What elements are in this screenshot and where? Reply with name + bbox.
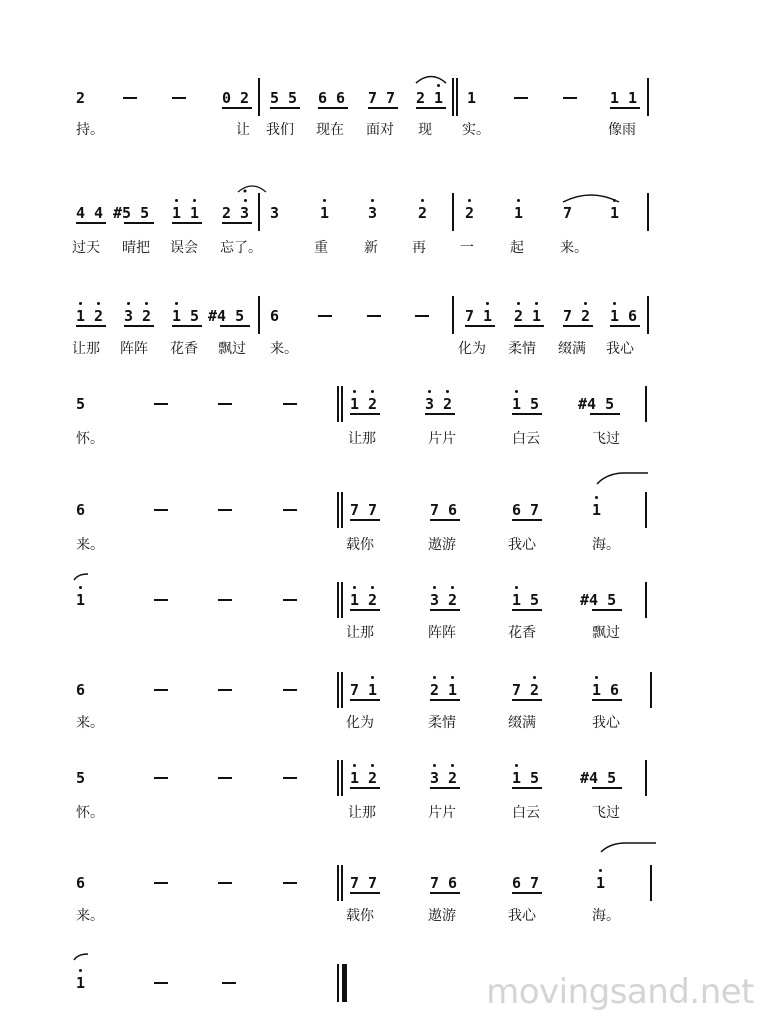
octave-dot — [145, 302, 148, 305]
underline — [172, 325, 202, 327]
note: 2 — [418, 204, 428, 222]
lyric: 重 — [314, 240, 328, 256]
octave-dot — [486, 302, 489, 305]
lyric: 阵阵 — [120, 341, 148, 357]
octave-dot — [371, 199, 374, 202]
note: 1 1 — [172, 204, 200, 222]
note: 5 5 — [270, 89, 298, 107]
note: 1 5 — [512, 591, 540, 609]
lyric: 现在 — [316, 122, 344, 138]
note: 1 2 — [350, 769, 378, 787]
octave-dot — [244, 199, 247, 202]
lyric: 柔情 — [428, 715, 456, 731]
lyric: 现 — [418, 122, 432, 138]
lyric: 来。 — [270, 341, 298, 357]
octave-dot — [79, 969, 82, 972]
barline — [452, 296, 454, 334]
lyric: 飘过 — [592, 625, 620, 641]
octave-dot — [451, 676, 454, 679]
note: 2 1 — [416, 89, 444, 107]
note: 1 5 — [512, 395, 540, 413]
dash-note — [154, 689, 168, 691]
octave-dot — [437, 84, 440, 87]
note: 1 — [514, 204, 524, 222]
underline — [220, 325, 250, 327]
underline — [512, 699, 542, 701]
barline — [645, 760, 647, 796]
dash-note — [154, 599, 168, 601]
tie-end — [72, 952, 90, 962]
underline — [350, 892, 380, 894]
note: 1 5 — [172, 307, 200, 325]
underline — [512, 609, 542, 611]
barline — [337, 672, 339, 708]
lyric: 怀。 — [76, 431, 104, 447]
lyric: 我心 — [606, 341, 634, 357]
note: 1 6 — [610, 307, 638, 325]
barline — [341, 865, 343, 901]
underline — [222, 222, 252, 224]
lyric: 海。 — [592, 537, 620, 553]
note: 1 6 — [592, 681, 620, 699]
lyric: 白云 — [512, 431, 540, 447]
barline — [341, 386, 343, 422]
note: 1 — [76, 974, 86, 992]
note: 3 — [368, 204, 378, 222]
note: 3 2 — [430, 591, 458, 609]
lyric: 晴把 — [122, 240, 150, 256]
lyric: 载你 — [346, 537, 374, 553]
underline — [465, 325, 495, 327]
underline — [514, 325, 544, 327]
underline — [430, 787, 460, 789]
note: 7 6 — [430, 874, 458, 892]
dash-note — [218, 509, 232, 511]
lyric: 来。 — [76, 537, 104, 553]
underline — [172, 222, 202, 224]
underline — [350, 699, 380, 701]
octave-dot — [613, 302, 616, 305]
final-barline-thick — [342, 964, 347, 1002]
dash-note — [154, 509, 168, 511]
dash-note — [514, 97, 528, 99]
dash-note — [367, 315, 381, 317]
lyric: 我心 — [508, 908, 536, 924]
underline — [430, 892, 460, 894]
lyric: 化为 — [346, 715, 374, 731]
octave-dot — [515, 390, 518, 393]
underline — [124, 222, 154, 224]
lyric: 怀。 — [76, 805, 104, 821]
note: 7 7 — [350, 874, 378, 892]
underline — [512, 787, 542, 789]
octave-dot — [515, 586, 518, 589]
underline — [592, 699, 622, 701]
dash-note — [218, 689, 232, 691]
octave-dot — [371, 390, 374, 393]
note: 2 — [76, 89, 86, 107]
lyric: 载你 — [346, 908, 374, 924]
lyric: 缀满 — [558, 341, 586, 357]
note: 0 2 — [222, 89, 250, 107]
lyric: 片片 — [428, 431, 456, 447]
lyric: 起 — [510, 240, 524, 256]
dash-note — [283, 882, 297, 884]
lyric: 我们 — [266, 122, 294, 138]
note: 6 — [76, 681, 86, 699]
note: 7 2 — [563, 307, 591, 325]
lyric: 我心 — [508, 537, 536, 553]
tie-line — [598, 840, 658, 854]
note: 6 7 — [512, 501, 540, 519]
lyric: 让 — [236, 122, 250, 138]
underline — [222, 107, 252, 109]
lyric: 来。 — [76, 715, 104, 731]
underline — [592, 609, 622, 611]
octave-dot — [433, 764, 436, 767]
dash-note — [154, 882, 168, 884]
barline — [341, 492, 343, 528]
lyric: 面对 — [366, 122, 394, 138]
dash-note — [563, 97, 577, 99]
octave-dot — [428, 390, 431, 393]
note: 7 1 — [350, 681, 378, 699]
note: #4 5 — [580, 591, 617, 609]
octave-dot — [97, 302, 100, 305]
octave-dot — [451, 764, 454, 767]
octave-dot — [517, 199, 520, 202]
barline — [647, 193, 649, 231]
lyric: 飞过 — [592, 805, 620, 821]
barline — [650, 865, 652, 901]
note: 6 — [270, 307, 280, 325]
note: #5 5 — [113, 204, 150, 222]
lyric: 缀满 — [508, 715, 536, 731]
final-barline-thin — [337, 964, 339, 1002]
lyric: 我心 — [592, 715, 620, 731]
dash-note — [283, 403, 297, 405]
octave-dot — [468, 199, 471, 202]
note: 2 1 — [514, 307, 542, 325]
octave-dot — [595, 676, 598, 679]
lyric: 误会 — [170, 240, 198, 256]
fermata-slur — [236, 178, 270, 194]
barline — [258, 193, 260, 231]
dash-note — [222, 982, 236, 984]
note: 3 2 — [430, 769, 458, 787]
octave-dot — [127, 302, 130, 305]
lyric: 飘过 — [218, 341, 246, 357]
underline — [350, 413, 380, 415]
dash-note — [218, 599, 232, 601]
octave-dot — [371, 676, 374, 679]
underline — [350, 609, 380, 611]
lyric: 让那 — [72, 341, 100, 357]
note: 7 7 — [350, 501, 378, 519]
octave-dot — [323, 199, 326, 202]
underline — [512, 892, 542, 894]
underline — [512, 413, 542, 415]
dash-note — [218, 777, 232, 779]
note: 1 1 — [610, 89, 638, 107]
underline — [425, 413, 455, 415]
note: 7 — [563, 204, 573, 222]
lyric: 阵阵 — [428, 625, 456, 641]
octave-dot — [79, 586, 82, 589]
barline — [341, 672, 343, 708]
octave-dot — [533, 676, 536, 679]
note: 6 — [76, 874, 86, 892]
lyric: 花香 — [170, 341, 198, 357]
note: #4 5 — [578, 395, 615, 413]
underline — [270, 107, 300, 109]
watermark: movingsand.net — [486, 972, 754, 1012]
lyric: 新 — [364, 240, 378, 256]
note: 1 5 — [512, 769, 540, 787]
underline — [76, 222, 106, 224]
barline — [645, 582, 647, 618]
lyric: 遨游 — [428, 908, 456, 924]
octave-dot — [535, 302, 538, 305]
dash-note — [283, 509, 297, 511]
underline — [350, 787, 380, 789]
octave-dot — [451, 586, 454, 589]
dash-note — [415, 315, 429, 317]
lyric: 柔情 — [508, 341, 536, 357]
underline — [416, 107, 446, 109]
barline — [337, 865, 339, 901]
tie-arc — [560, 190, 622, 204]
dash-note — [154, 982, 168, 984]
octave-dot — [371, 764, 374, 767]
barline — [337, 582, 339, 618]
octave-dot — [193, 199, 196, 202]
dash-note — [123, 97, 137, 99]
note: 2 — [465, 204, 475, 222]
note: 1 — [320, 204, 330, 222]
underline — [610, 325, 640, 327]
barline — [650, 672, 652, 708]
dash-note — [218, 882, 232, 884]
tie-line — [594, 470, 650, 486]
underline — [430, 609, 460, 611]
note: 1 2 — [76, 307, 104, 325]
barline — [337, 386, 339, 422]
barline — [452, 193, 454, 231]
underline — [430, 519, 460, 521]
note: 5 — [76, 395, 86, 413]
note: 7 6 — [430, 501, 458, 519]
note: #4 5 — [208, 307, 245, 325]
octave-dot — [584, 302, 587, 305]
lyric: 花香 — [508, 625, 536, 641]
note: 7 1 — [465, 307, 493, 325]
underline — [368, 107, 398, 109]
underline — [610, 107, 640, 109]
underline — [512, 519, 542, 521]
octave-dot — [79, 302, 82, 305]
slur-arc — [414, 72, 448, 84]
lyric: 让那 — [348, 805, 376, 821]
note: 3 2 — [124, 307, 152, 325]
dash-note — [318, 315, 332, 317]
lyric: 忘了。 — [220, 240, 262, 256]
note: 3 — [270, 204, 280, 222]
dash-note — [172, 97, 186, 99]
barline — [452, 78, 454, 116]
note: 6 7 — [512, 874, 540, 892]
note: 1 2 — [350, 591, 378, 609]
underline — [318, 107, 348, 109]
barline — [456, 78, 458, 116]
lyric: 遨游 — [428, 537, 456, 553]
tie-end — [72, 572, 90, 582]
barline — [337, 760, 339, 796]
underline — [590, 413, 620, 415]
octave-dot — [515, 764, 518, 767]
underline — [563, 325, 593, 327]
note: 1 — [592, 501, 602, 519]
note: 1 2 — [350, 395, 378, 413]
note: 4 4 — [76, 204, 104, 222]
octave-dot — [421, 199, 424, 202]
note: 1 — [610, 204, 620, 222]
barline — [258, 78, 260, 116]
octave-dot — [446, 390, 449, 393]
note: 5 — [76, 769, 86, 787]
lyric: 持。 — [76, 122, 104, 138]
dash-note — [283, 599, 297, 601]
note: 1 — [467, 89, 477, 107]
lyric: 来。 — [76, 908, 104, 924]
barline — [647, 296, 649, 334]
dash-note — [283, 777, 297, 779]
dash-note — [283, 689, 297, 691]
underline — [76, 325, 106, 327]
note: #4 5 — [580, 769, 617, 787]
lyric: 飞过 — [592, 431, 620, 447]
note: 6 6 — [318, 89, 346, 107]
dash-note — [218, 403, 232, 405]
barline — [341, 760, 343, 796]
octave-dot — [353, 764, 356, 767]
barline — [341, 582, 343, 618]
octave-dot — [433, 586, 436, 589]
octave-dot — [353, 390, 356, 393]
barline — [337, 492, 339, 528]
octave-dot — [175, 199, 178, 202]
underline — [350, 519, 380, 521]
octave-dot — [599, 869, 602, 872]
lyric: 海。 — [592, 908, 620, 924]
note: 7 2 — [512, 681, 540, 699]
octave-dot — [433, 676, 436, 679]
dash-note — [154, 777, 168, 779]
note: 7 7 — [368, 89, 396, 107]
lyric: 一 — [460, 240, 474, 256]
lyric: 片片 — [428, 805, 456, 821]
note: 1 — [76, 591, 86, 609]
lyric: 来。 — [560, 240, 588, 256]
octave-dot — [595, 496, 598, 499]
lyric: 让那 — [346, 625, 374, 641]
underline — [592, 787, 622, 789]
lyric: 过天 — [72, 240, 100, 256]
note: 1 — [596, 874, 606, 892]
octave-dot — [353, 586, 356, 589]
lyric: 实。 — [462, 122, 490, 138]
barline — [647, 78, 649, 116]
dash-note — [154, 403, 168, 405]
barline — [645, 386, 647, 422]
note: 3 2 — [425, 395, 453, 413]
underline — [430, 699, 460, 701]
lyric: 化为 — [458, 341, 486, 357]
lyric: 白云 — [512, 805, 540, 821]
octave-dot — [175, 302, 178, 305]
octave-dot — [517, 302, 520, 305]
barline — [258, 296, 260, 334]
note: 2 1 — [430, 681, 458, 699]
lyric: 再 — [412, 240, 426, 256]
lyric: 像雨 — [608, 122, 636, 138]
underline — [124, 325, 154, 327]
note: 6 — [76, 501, 86, 519]
octave-dot — [371, 586, 374, 589]
lyric: 让那 — [348, 431, 376, 447]
barline — [645, 492, 647, 528]
note: 2 3 — [222, 204, 250, 222]
